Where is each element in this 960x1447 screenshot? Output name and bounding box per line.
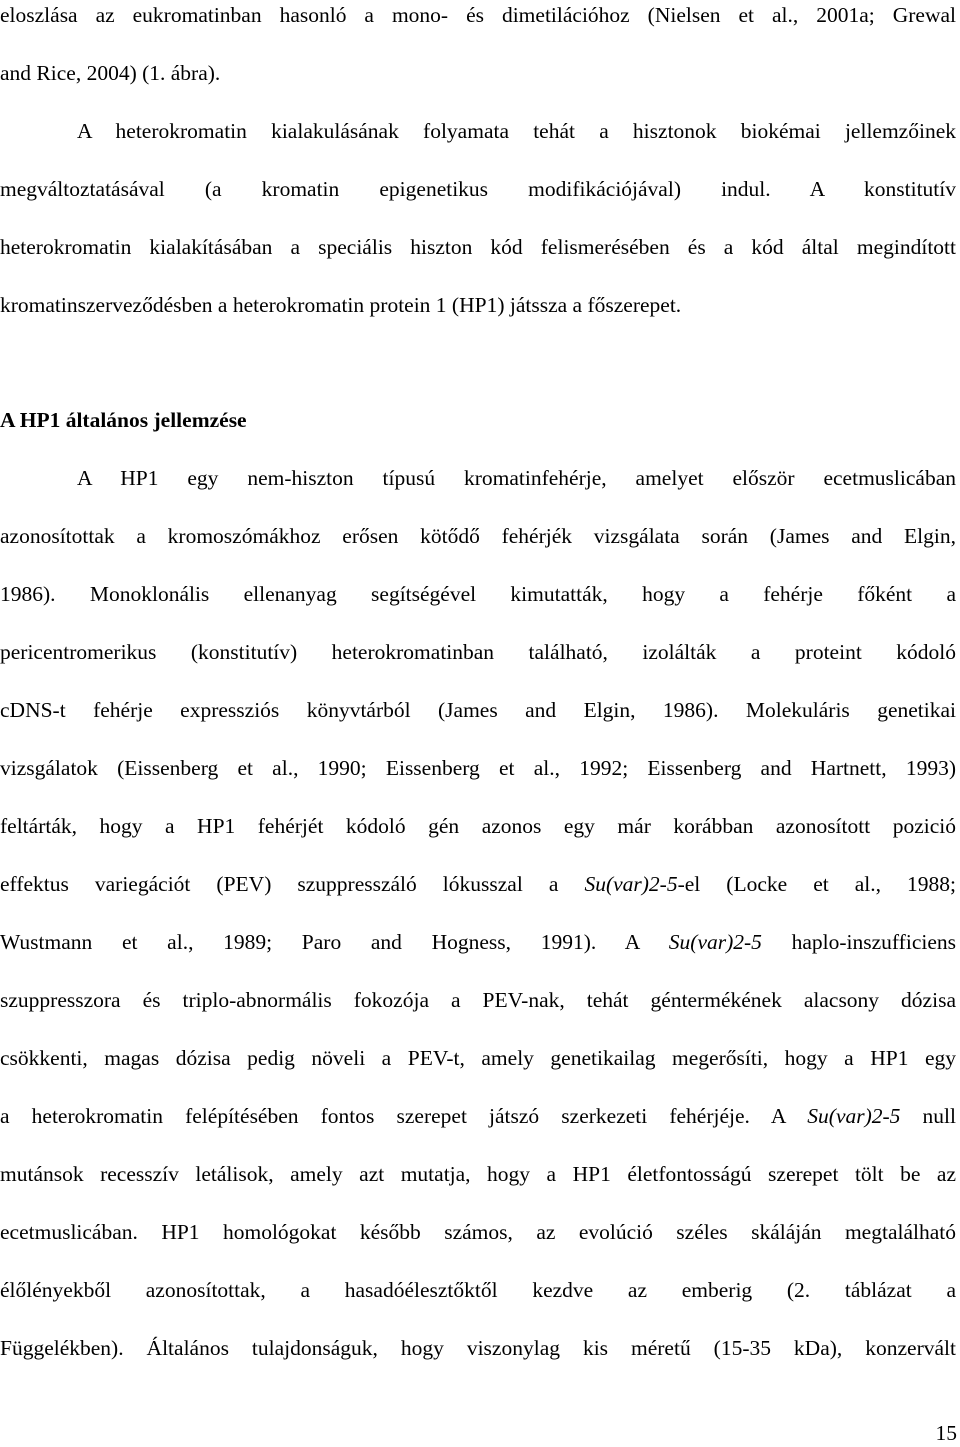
text-span: null [900, 1104, 956, 1128]
text-line: pericentromerikus (konstitutív) heterokromatinban található, izolálták a proteint kódoló [0, 640, 956, 664]
text-line: cDNS-t fehérje expressziós könyvtárból (James and Elgin, 1986). Molekuláris genetikai [0, 698, 956, 722]
text-span: -el (Locke et al., 1988; [677, 872, 957, 896]
text-span: haplo-inszufficiens [761, 930, 956, 954]
text-line: 1986). Monoklonális ellenanyag segítségével kimutatták, hogy a fehérje főként a [0, 582, 956, 606]
gene-name: Su(var)2-5 [668, 930, 762, 954]
gene-name: Su(var)2-5 [807, 1104, 901, 1128]
section-heading: A HP1 általános jellemzése [0, 408, 247, 432]
page-number: 15 [935, 1421, 957, 1445]
text-line: heterokromatin kialakításában a speciális hiszton kód felismerésében és a kód által megindított [0, 235, 956, 259]
text-line: azonosítottak a kromoszómákhoz erősen kötődő fehérjék vizsgálata során (James and Elgin, [0, 524, 956, 548]
text-span: effektus variegációt (PEV) szuppresszáló lókusszal a [0, 872, 585, 896]
gene-name: Su(var)2-5 [584, 872, 678, 896]
text-line: csökkenti, magas dózisa pedig növeli a PEV-t, amely genetikailag megerősíti, hogy a HP1 egy [0, 1046, 956, 1070]
text-line: ecetmuslicában. HP1 homológokat később számos, az evolúció széles skáláján megtalálható [0, 1220, 956, 1244]
text-line: and Rice, 2004) (1. ábra). [0, 61, 221, 85]
text-line: feltárták, hogy a HP1 fehérjét kódoló gén azonos egy már korábban azonosított pozició [0, 814, 956, 838]
text-line: megváltoztatásával (a kromatin epigenetikus modifikációjával) indul. A konstitutív [0, 177, 956, 201]
text-line: A heterokromatin kialakulásának folyamata tehát a hisztonok biokémai jellemzőinek [77, 119, 956, 143]
text-line: eloszlása az eukromatinban hasonló a mono- és dimetilációhoz (Nielsen et al., 2001a; Grewal [0, 3, 956, 27]
text-line: Függelékben). Általános tulajdonságuk, hogy viszonylag kis méretű (15-35 kDa), konzervált [0, 1336, 956, 1360]
text-line [0, 870, 956, 898]
text-line [0, 1102, 956, 1130]
text-span: a heterokromatin felépítésében fontos szerepet játszó szerkezeti fehérjéje. A [0, 1104, 808, 1128]
text-line: vizsgálatok (Eissenberg et al., 1990; Eissenberg et al., 1992; Eissenberg and Hartnett, 1993) [0, 756, 956, 780]
text-line: élőlényekből azonosítottak, a hasadóélesztőktől kezdve az emberig (2. táblázat a [0, 1278, 956, 1302]
text-span: Wustmann et al., 1989; Paro and Hogness, 1991). A [0, 930, 669, 954]
text-line: A HP1 egy nem-hiszton típusú kromatinfehérje, amelyet először ecetmuslicában [77, 466, 956, 490]
text-line: szuppresszora és triplo-abnormális fokozója a PEV-nak, tehát géntermékének alacsony dózisa [0, 988, 956, 1012]
text-line [0, 928, 956, 956]
text-line: kromatinszerveződésben a heterokromatin protein 1 (HP1) játssza a főszerepet. [0, 293, 682, 317]
text-line: mutánsok recesszív letálisok, amely azt mutatja, hogy a HP1 életfontosságú szerepet tölt be az [0, 1162, 956, 1186]
